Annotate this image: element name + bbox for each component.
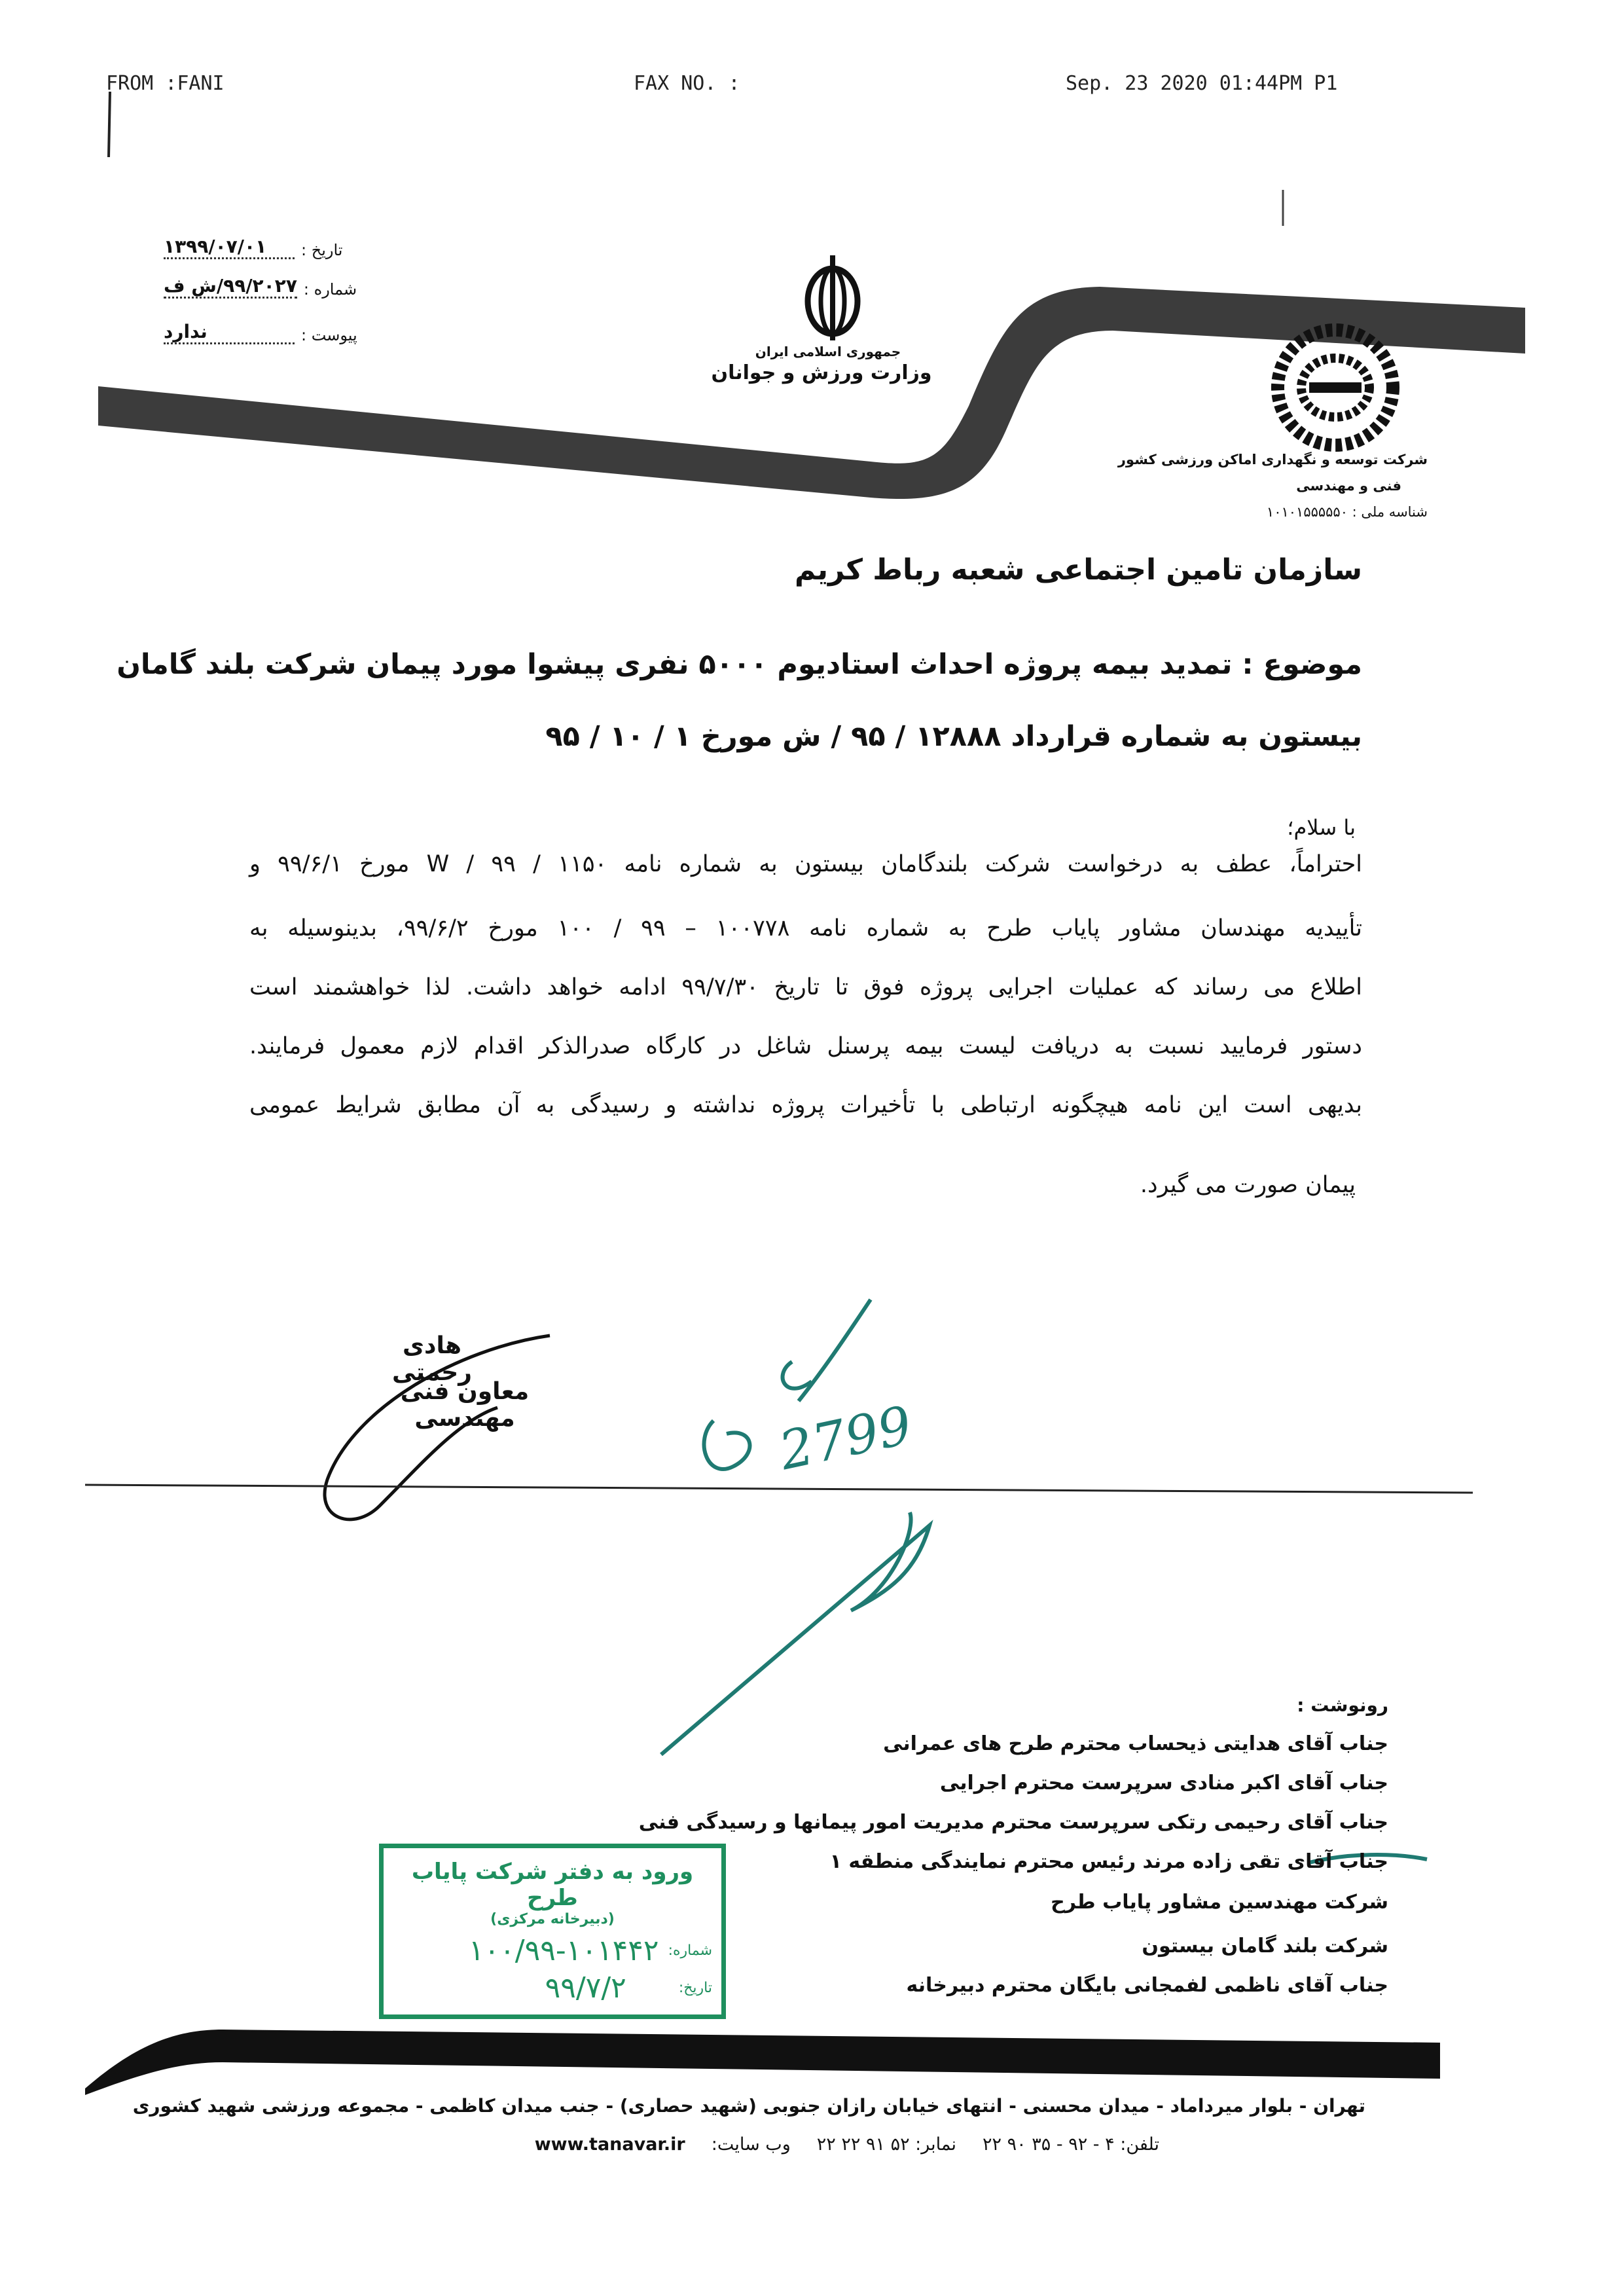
date-field (164, 236, 342, 259)
company-national-id: شناسه ملی : ۱۰۱۰۱۵۵۵۵۵۰ (1266, 504, 1428, 520)
company-name: شرکت توسعه و نگهداری اماکن ورزشی کشور (1117, 452, 1428, 467)
body-line: احتراماً، عطف به درخواست شرکت بلندگامان بیستون به شماره نامه ۱۱۵۰ / W / ۹۹ مورخ ۹۹/۶/۱ و (249, 851, 1362, 877)
signatory-title: معاون فنی مهندسی (400, 1378, 530, 1432)
footer-contacts (535, 2134, 1159, 2155)
stamp-date-value: ۹۹/۷/۲ (545, 1971, 626, 2005)
number-field (164, 275, 357, 299)
body-line: اطلاع می رساند که عملیات اجرایی پروژه فوق تا تاریخ ۹۹/۷/۳۰ ادامه خواهد داشت. لذا خواهشمند است (249, 974, 1362, 1000)
cc-item: جناب آقای اکبر منادی سرپرست محترم اجرایی (939, 1772, 1388, 1795)
iran-emblem-icon (808, 255, 857, 340)
cc-item: جناب آقای هدایتی ذیحساب محترم طرح های عمرانی (883, 1732, 1388, 1755)
company-logo-icon (1278, 330, 1393, 445)
stamp-subtitle: (دبیرخانه مرکزی) (490, 1911, 615, 1927)
date-value: ۱۳۹۹/۰۷/۰۱ (164, 236, 295, 259)
company-dept: فنی و مهندسی (1296, 478, 1401, 494)
fax-timestamp: Sep. 23 2020 01:44PM P1 (1066, 72, 1338, 95)
stamp-number-value: ۱۰۰/۹۹-۱۰۱۴۴۲ (468, 1934, 659, 1967)
cc-item: جناب آقای ناظمی لفمجانی بایگان محترم دبیرخانه (906, 1974, 1388, 1997)
body-line: بدیهی است این نامه هیچگونه ارتباطی با تأخیرات پروژه نداشته و رسیدگی به آن مطابق شرایط عمومی (249, 1092, 1362, 1118)
fax-from: FROM :FANI (106, 72, 225, 95)
number-label: شماره : (303, 280, 357, 299)
cc-item: شرکت مهندسین مشاور پایاب طرح (1051, 1891, 1388, 1914)
date-label: تاریخ : (301, 241, 343, 259)
subject-line-2: بیستون به شماره قرارداد ۱۲۸۸۸ / ۹۵ / ش مورخ ۱ / ۱۰ / ۹۵ (545, 720, 1362, 753)
greeting: با سلام؛ (1287, 815, 1356, 840)
receipt-stamp (379, 1844, 726, 2019)
stamp-title: ورود به دفتر شرکت پایاب طرح (411, 1859, 694, 1911)
signatory-name: هادی رحمتی (392, 1332, 472, 1386)
footer-website[interactable]: www.tanavar.ir (534, 2134, 685, 2155)
attachment-value: ندارد (164, 321, 295, 344)
subject-line-1: موضوع : تمدید بیمه پروژه احداث استادیوم ۵۰۰۰ نفری پیشوا مورد پیمان شرکت بلند گامان (117, 648, 1362, 681)
attachment-field (164, 321, 357, 344)
cc-title: رونوشت : (1297, 1694, 1388, 1716)
footer-phone: تلفن: ۴ - ۹۲ - ۳۵ ۹۰ ۲۲ (983, 2134, 1159, 2155)
stamp-date-label: تاریخ: (678, 1980, 712, 1996)
recipient: سازمان تامین اجتماعی شعبه رباط کریم (794, 553, 1362, 587)
stamp-number-label: شماره: (668, 1942, 712, 1959)
attachment-label: پیوست : (301, 326, 357, 344)
handwritten-number: 2799 (774, 1394, 918, 1482)
footer-swoosh (85, 2030, 1440, 2095)
number-value: ۹۹/۲۰۲۷/ش ف (164, 275, 297, 299)
footer-fax: نمابر: ۵۲ ۹۱ ۲۲ ۲۲ (816, 2134, 957, 2155)
fax-number-label: FAX NO. : (634, 72, 740, 95)
cc-item: جناب آقای تقی زاده مرند رئیس محترم نمایندگی منطقه ۱ (829, 1850, 1388, 1873)
body-line: تأییدیه مهندسان مشاور پایاب طرح به شماره نامه ۱۰۰۷۷۸ – ۹۹ / ۱۰۰ مورخ ۹۹/۶/۲، بدینوسیله به (249, 915, 1362, 941)
cc-item: شرکت بلند گامان بیستون (1142, 1935, 1388, 1958)
footer-address: تهران - بلوار میرداماد - میدان محسنی - انتهای خیابان رازان جنوبی (شهید حصاری) - جنب میدان کاظمی - مجموعه ورزشی شهید کشوری (132, 2095, 1365, 2117)
ministry-republic: جمهوری اسلامی ایران (755, 344, 901, 359)
body-line: پیمان صورت می گیرد. (1140, 1172, 1356, 1198)
ministry-name: وزارت ورزش و جوانان (711, 361, 932, 384)
footer-website-label: وب سایت: (711, 2134, 791, 2155)
cc-item: جناب آقای رحیمی رتکی سرپرست محترم مدیریت امور پیمانها و رسیدگی فنی (638, 1811, 1388, 1834)
body-line: دستور فرمایید نسبت به دریافت لیست بیمه پرسنل شاغل در کارگاه صدرالذکر اقدام لازم معمول فرمایند. (249, 1033, 1362, 1059)
